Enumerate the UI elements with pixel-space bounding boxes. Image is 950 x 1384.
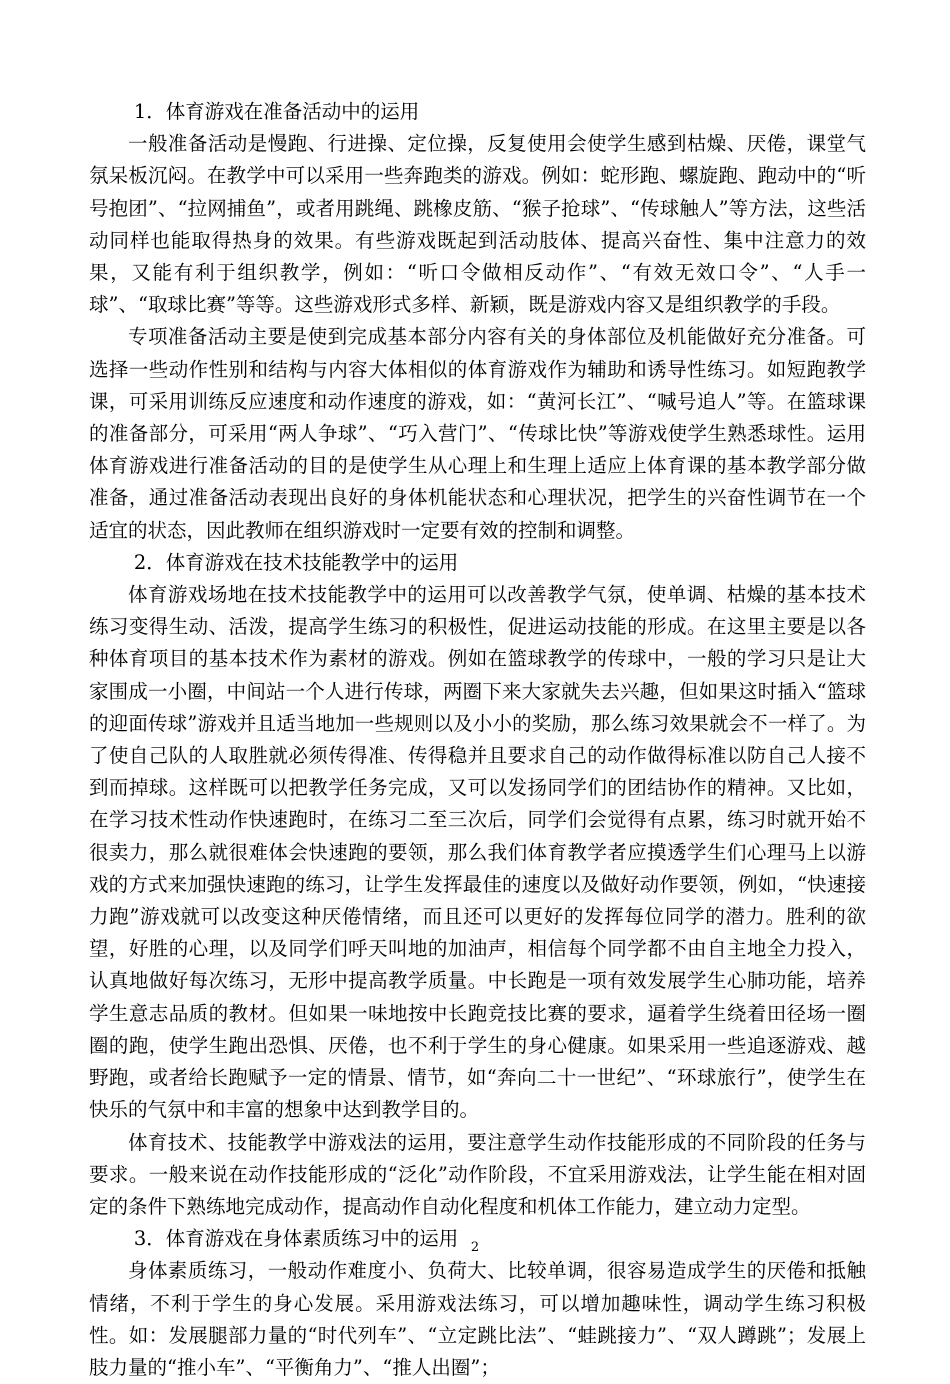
section-heading-2: 2．体育游戏在技术技能教学中的运用 <box>133 550 459 574</box>
paragraph-fitness-practice: 身体素质练习，一般动作难度小、负荷大、比较单调，很容易造成学生的厌倦和抵触情绪，不利于学生的身心发展。采用游戏法练习，可以增加趣味性，调动学生练习积极性。如：发展腿部力量的“时代列车”、“立定跳比法”、“蛙跳接力”、“双人蹲跳”；发展上肢力量的“推小车”、“平衡角力”、“推人出圈”； <box>89 1259 866 1379</box>
section-heading-1: 1．体育游戏在准备活动中的运用 <box>133 100 420 123</box>
paragraph-special-warmup: 专项准备活动主要是使到完成基本部分内容有关的身体部位及机能做好充分准备。可选择一些动作性别和结构与内容大体相似的体育游戏作为辅助和诱导性练习。如短跑教学课，可采用训练反应速度和动作速度的游戏，如：“黄河长江”、“喊号追人”等。在篮球课的准备部分，可采用“两人争球”、“巧入营门”、“传球比快”等游戏使学生熟悉球性。运用体育游戏进行准备活动的目的是使学生从心理上和生理上适应上体育课的基本教学部分做准备，通过准备活动表现出良好的身体机能状态和心理状况，把学生的兴奋性调节在一个适宜的状态，因此教师在组织游戏时一定要有效的控制和调整。 <box>89 325 866 542</box>
page-number: 2 <box>470 1240 480 1255</box>
paragraph-general-warmup: 一般准备活动是慢跑、行进操、定位操，反复使用会使学生感到枯燥、厌倦，课堂气氛呆板沉闷。在教学中可以采用一些奔跑类的游戏。例如：蛇形跑、螺旋跑、跑动中的“听号抱团”、“拉网捕鱼”，或者用跳绳、跳橡皮筋、“猴子抢球”、“传球触人”等方法，这些活动同样也能取得热身的效果。有些游戏既起到活动肢体、提高兴奋性、集中注意力的效果，又能有利于组织教学，例如：“听口令做相反动作”、“有效无效口令”、“人手一球”、“取球比赛”等等。这些游戏形式多样、新颖，既是游戏内容又是组织教学的手段。 <box>89 132 866 317</box>
document-body <box>89 96 866 1384</box>
paragraph-skill-teaching: 体育游戏场地在技术技能教学中的运用可以改善教学气氛，使单调、枯燥的基本技术练习变得生动、活泼，提高学生练习的积极性，促进运动技能的形成。在这里主要是以各种体育项目的基本技术作为素材的游戏。例如在篮球教学的传球中，一般的学习只是让大家围成一小圈，中间站一个人进行传球，两圈下来大家就失去兴趣，但如果这时插入“篮球的迎面传球”游戏并且适当地加一些规则以及小小的奖励，那么练习效果就会不一样了。为了使自己队的人取胜就必须传得准、传得稳并且要求自己的动作做得标准以防自己人接不到而掉球。这样既可以把教学任务完成，又可以发扬同学们的团结协作的精神。又比如，在学习技术性动作快速跑时，在练习二至三次后，同学们会觉得有点累，练习时就开始不很卖力，那么就很难体会快速跑的要领，那么我们体育教学者应摸透学生们心理马上以游戏的方式来加强快速跑的练习，让学生发挥最佳的速度以及做好动作要领，例如，“快速接力跑”游戏就可以改变这种厌倦情绪，而且还可以更好的发挥每位同学的潜力。胜利的欲望，好胜的心理，以及同学们呼天叫地的加油声，相信每个同学都不由自主地全力投入，认真地做好每次练习，无形中提高教学质量。中长跑是一项有效发展学生心肺功能，培养学生意志品质的教材。但如果一味地按中长跑竞技比赛的要求，逼着学生绕着田径场一圈圈的跑，使学生跑出恐惧、厌倦，也不利于学生的身心健康。如果采用一些追逐游戏、越野跑，或者给长跑赋予一定的情景、情节，如“奔向二十一世纪”、“环球旅行”，使学生在快乐的气氛中和丰富的想象中达到教学目的。 <box>89 583 866 1122</box>
paragraph-skill-stages: 体育技术、技能教学中游戏法的运用，要注意学生动作技能形成的不同阶段的任务与要求。一般来说在动作技能形成的“泛化”动作阶段，不宜采用游戏法，让学生能在相对固定的条件下熟练地完成动作，提高动作自动化程度和机体工作能力，建立动力定型。 <box>89 1130 866 1218</box>
section-heading-3: 3．体育游戏在身体素质练习中的运用 <box>133 1227 459 1251</box>
